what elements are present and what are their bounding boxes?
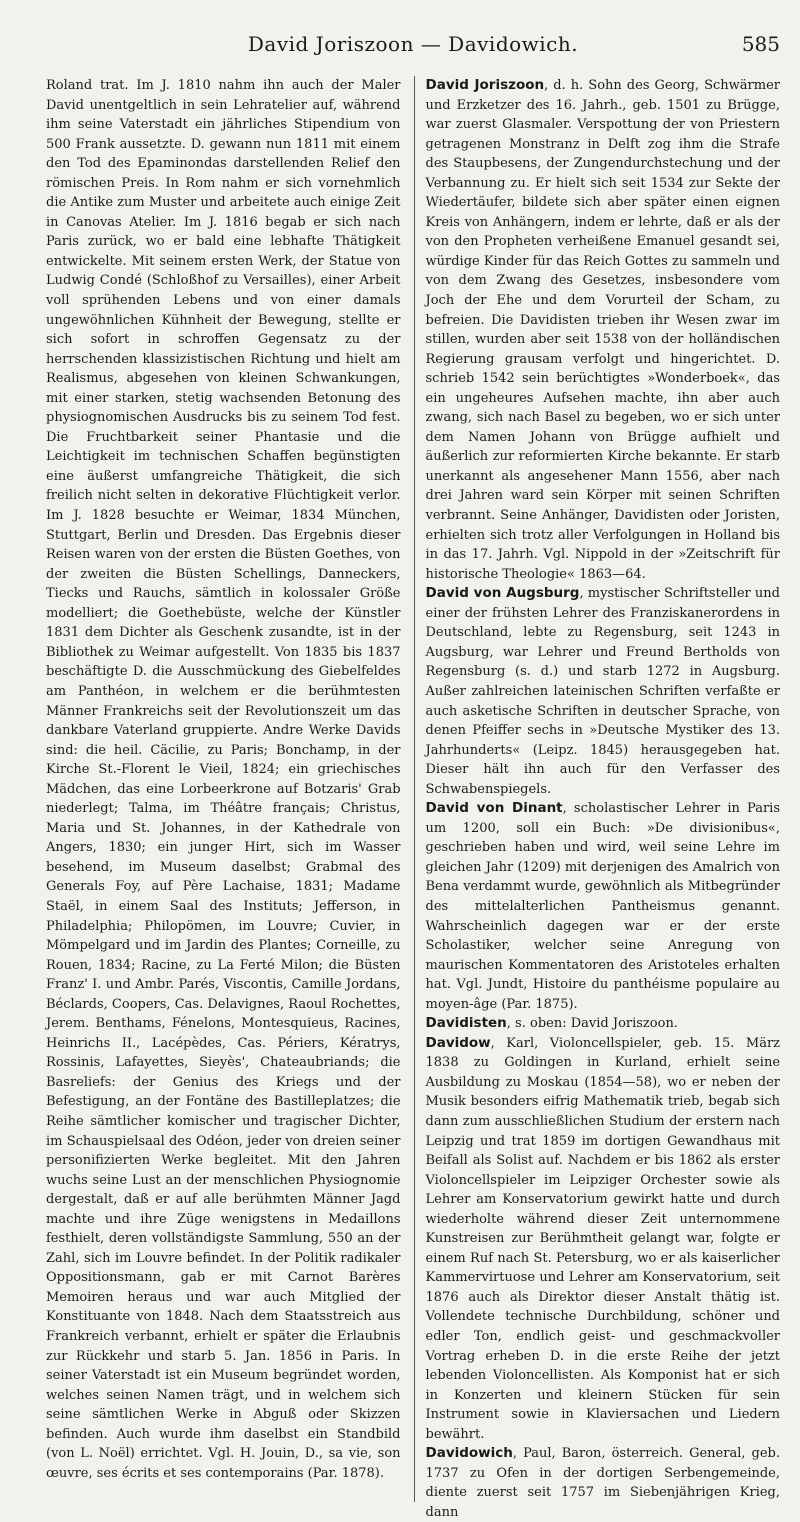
headword: Davidowich	[425, 1445, 513, 1462]
entry-davidowich	[426, 1444, 781, 1522]
left-paragraph: Roland trat. Im J. 1810 nahm ihn auch der Maler David unentgeltlich in sein Lehratelier auf, während ihm seine Vaterstadt ein jährliches Stipendium von 500 Frank aussetzte. D. gewann nun 1811 mit einem den Tod des Epaminondas darstellenden Relief den römischen Preis. In Rom nahm er sich vornehmlich die Antike zum Muster und arbeitete auch einige Zeit in Canovas Atelier. Im J. 1816 begab er sich nach Paris zurück, wo er bald eine lebhafte Thätigkeit entwickelte. Mit seinem ersten Werk, der Statue von Ludwig Condé (Schloßhof zu Versailles), einer Arbeit voll sprühenden Lebens und von einer damals ungewöhnlichen Kühnheit der Bewegung, stellte er sich sofort in schroffen Gegensatz zu der herrschenden klassizistischen Richtung und hielt am Realismus, abgesehen von kleinen Schwankungen, mit einer starken, stetig wachsenden Betonung des physiognomischen Ausdrucks bis zu seinem Tod fest. Die Fruchtbarkeit seiner Phantasie und die Leichtigkeit im technischen Schaffen begünstigten eine äußerst umfangreiche Thätigkeit, die sich freilich nicht selten in dekorative Flüchtigkeit verlor. Im J. 1828 besuchte er Weimar, 1834 München, Stuttgart, Berlin und Dresden. Das Ergebnis dieser Reisen waren von der ersten die Büsten Goethes, von der zweiten die Büsten Schellings, Danneckers, Tiecks und Rauchs, sämtlich in kolossaler Größe modelliert; die Goethebüste, welche der Künstler 1831 dem Dichter als Geschenk zusandte, ist in der Bibliothek zu Weimar aufgestellt. Von 1835 bis 1837 beschäftigte D. die Ausschmückung des Giebelfeldes am Panthéon, in welchem er die berühmtesten Männer Frankreichs seit der Revolutionszeit um das dankbare Vaterland gruppierte. Andre Werke Davids sind: die heil. Cäcilie, zu Paris; Bonchamp, in der Kirche St.-Florent le Vieil, 1824; ein griechisches Mädchen, das eine Lorbeerkrone auf Botzaris' Grab niederlegt; Talma, im Théâtre français; Christus, Maria und St. Johannes, in der Kathedrale von Angers, 1830; ein junger Hirt, sich im Wasser besehend, im Museum daselbst; Grabmal des Generals Foy, auf Père Lachaise, 1831; Madame Staël, in einem Saal des Instituts; Jefferson, in Philadelphia; Philopömen, im Louvre; Cuvier, in Mömpelgard und im Jardin des Plantes; Corneille, zu Rouen, 1834; Racine, zu La Ferté Milon; die Büsten Franz' I. und Ambr. Parés, Viscontis, Camille Jordans, Béclards, Coopers, Cas. Delavignes, Raoul Rochettes, Jerem. Benthams, Fénelons, Montesquieus, Racines, Heinrichs II., Lacépèdes, Cas. Périers, Kératrys, Rossinis, Lafayettes, Sieyès', Chateaubriands; die Basreliefs: der Genius des Kriegs und der Befestigung, an der Fontäne des Bastilleplatzes; die Reihe sämtlicher komischer und tragischer Dichter, im Schauspielsaal des Odéon, jeder von dreien seiner personifizierten Werke begleitet. Mit den Jahren wuchs seine Lust an der menschlichen Physiognomie dergestalt, daß er auf alle berühmten Männer Jagd machte und ihre Züge wenigstens in Medaillons festhielt, deren vollständigste Sammlung, 550 an der Zahl, sich im Louvre befindet. In der Politik radikaler Oppositionsmann, gab er mit Carnot Barères Memoiren heraus und war auch Mitglied der Konstituante von 1848. Nach dem Staatsstreich aus Frankreich verbannt, erhielt er später die Erlaubnis zur Rückkehr und starb 5. Jan. 1856 in Paris. In seiner Vaterstadt ist ein Museum begründet worden, welches seinen Namen trägt, und in welchem sich seine sämtlichen Werke in Abguß oder Skizzen befinden. Auch wurde ihm daselbst ein Standbild (von L. Noël) errichtet. Vgl. H. Jouin, D., sa vie, son œuvre, ses écrits et ses contemporains (Par. 1878).	[46, 78, 401, 1481]
entry-text: , Karl, Violoncellspieler, geb. 15. März 1838 zu Goldingen in Kurland, erhielt seine Ausbildung zu Moskau (1854—58), wo er neben der Musik besonders eifrig Mathematik trieb, begab sich dann zum ausschließlichen Studium der erstern nach Leipzig und trat 1859 im dortigen Gewandhaus mit Beifall als Solist auf. Nachdem er bis 1862 als erster Violoncellspieler im Leipziger Orchester sowie als Lehrer am Konservatorium gewirkt hatte und durch wiederholte während dieser Zeit unternommene Kunstreisen zur Berühmtheit gelangt war, folgte er einem Ruf nach St. Petersburg, wo er als kaiserlicher Kammervirtuose und Lehrer am Konservatorium, seit 1876 auch als Direktor dieser Anstalt thätig ist. Vollendete technische Durchbildung, schöner und edler Ton, endlich geist- und geschmackvoller Vortrag erheben D. in die erste Reihe der jetzt lebenden Violoncellisten. Als Komponist hat er sich in Konzerten und kleinern Stücken für sein Instrument sowie in Klaviersachen und Liedern bewährt.	[425, 1035, 781, 1442]
entry-david-von-augsburg	[426, 584, 781, 799]
headword: David von Augsburg	[425, 585, 580, 602]
entry-text: , Paul, Baron, österreich. General, geb. 1737 zu Ofen in der dortigen Serbengemeinde, diente zuerst seit 1757 im Siebenjährigen Krieg, dann	[425, 1446, 781, 1520]
entry-david-von-dinant	[426, 799, 781, 1014]
entry-text: , s. oben: David Joriszoon.	[506, 1016, 678, 1032]
entry-david-joriszoon	[426, 76, 781, 584]
left-column	[46, 76, 401, 1502]
entry-text: , mystischer Schriftsteller und einer der frühsten Lehrer des Franziskanerordens in Deutschland, lebte zu Regensburg, seit 1243 in Augsburg, war Lehrer und Freund Bertholds von Regensburg (s. d.) und starb 1272 in Augsburg. Außer zahlreichen lateinischen Schriften verfaßte er auch asketische Schriften in deutscher Sprache, von denen Pfeiffer sechs in »Deutsche Mystiker des 13. Jahrhunderts« (Leipz. 1845) herausgegeben hat. Dieser hält ihn auch für den Verfasser des Schwabenspiegels.	[425, 586, 781, 797]
entry-davidisten	[426, 1014, 781, 1034]
right-column	[425, 76, 781, 1520]
page-number: 585	[741, 32, 780, 56]
entry-text: , d. h. Sohn des Georg, Schwärmer und Erzketzer des 16. Jahrh., geb. 1501 zu Brügge, war zuerst Glasmaler. Verspottung der von Priestern getragenen Monstranz in Delft zog ihm die Strafe des Staupbesens, der Zungendurchstechung und der Verbannung zu. Er hielt sich seit 1534 zur Sekte der Wiedertäufer, bildete sich aber später einen eignen Kreis von Anhängern, indem er lehrte, daß er als der von den Propheten verheißene Emanuel gesandt sei, würdige Kinder für das Reich Gottes zu sammeln und von dem Zwang des Gesetzes, insbesondere vom Joch der Ehe und dem Vorurteil der Scham, zu befreien. Die Davidisten trieben ihr Wesen zwar im stillen, wurden aber seit 1538 von der holländischen Regierung grausam verfolgt und hingerichtet. D. schrieb 1542 sein berüchtigtes »Wonderboek«, das ein ungeheures Aufsehen machte, ihn aber auch zwang, sich nach Basel zu begeben, wo er sich unter dem Namen Johann von Brügge aufhielt und äußerlich zur reformierten Kirche bekannte. Er starb unerkannt als angesehener Mann 1556, aber nach drei Jahren ward sein Körper mit seinen Schriften verbrannt. Seine Anhänger, Davidisten oder Joristen, erhielten sich trotz aller Verfolgungen in Holland bis in das 17. Jahrh. Vgl. Nippold in der »Zeitschrift für historische Theologie« 1863—64.	[425, 78, 781, 582]
headword: David Joriszoon	[425, 77, 545, 93]
entry-text: , scholastischer Lehrer in Paris um 1200, soll ein Buch: »De divisionibus«, geschrieben haben und wird, weil seine Lehre im gleichen Jahr (1209) mit derjenigen des Amalrich von Bena verdammt wurde, gewöhnlich als Mitbegründer des mittelalterlichen Pantheismus genannt. Wahrscheinlich dagegen war er der erste Scholastiker, welcher seine Anregung von maurischen Kommentatoren des Aristoteles erhalten hat. Vgl. Jundt, Histoire du panthéisme populaire au moyen-âge (Par. 1875).	[425, 801, 781, 1012]
text-columns	[46, 76, 781, 1520]
entry-davidow	[426, 1034, 781, 1444]
running-head: David Joriszoon — Davidowich.	[247, 32, 579, 56]
headword: Davidisten	[425, 1015, 507, 1032]
page-header	[46, 30, 780, 74]
column-divider	[414, 76, 415, 1502]
headword: David von Dinant	[425, 800, 563, 817]
headword: Davidow	[425, 1034, 491, 1051]
